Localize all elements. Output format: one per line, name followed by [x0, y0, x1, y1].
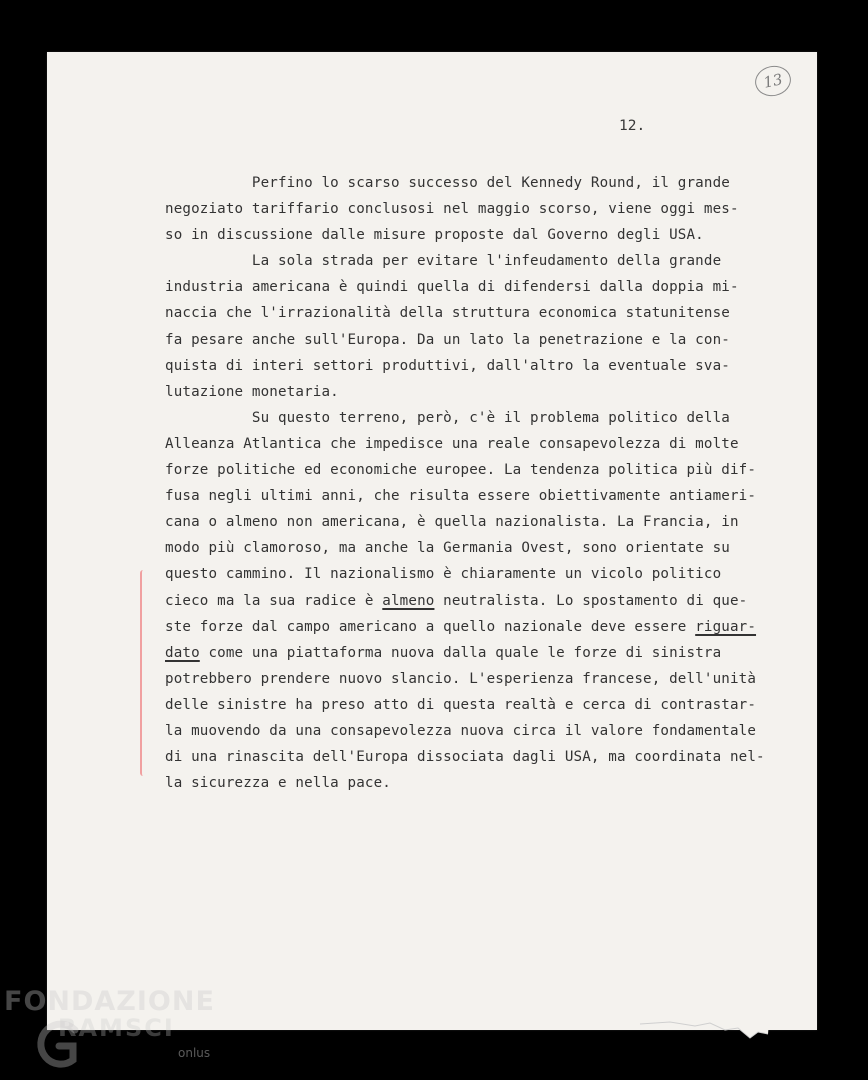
text-line — [165, 640, 805, 666]
text-line: Su questo terreno, però, c'è il problema politico della — [165, 409, 730, 426]
watermark-onlus: onlus — [178, 1046, 211, 1060]
document-page — [47, 52, 817, 1030]
text-segment: come una piattaforma nuova dalla quale le forze di sinistra — [199, 644, 722, 661]
text-line: di una rinascita dell'Europa dissociata dagli USA, ma coordinata nel- — [165, 749, 765, 766]
text-line: potrebbero prendere nuovo slancio. L'esperienza francese, dell'unità — [165, 670, 757, 687]
margin-highlight-mark — [140, 570, 146, 776]
underlined-word: dato — [165, 644, 200, 661]
text-line: lutazione monetaria. — [165, 383, 339, 400]
text-line: naccia che l'irrazionalità della struttura economica statunitense — [165, 305, 730, 322]
text-segment: neutralista. Lo spostamento di que- — [434, 592, 748, 609]
text-segment: cieco ma la sua radice è — [165, 592, 383, 609]
text-line: questo cammino. Il nazionalismo è chiaramente un vicolo politico — [165, 566, 722, 583]
text-segment: ste forze dal campo americano a quello nazionale deve essere — [165, 618, 696, 635]
torn-paper-edge — [600, 1010, 770, 1045]
text-line: modo più clamoroso, ma anche la Germania Ovest, sono orientate su — [165, 540, 730, 557]
text-line — [165, 588, 805, 614]
page-number: 12. — [619, 118, 646, 134]
text-line: delle sinistre ha preso atto di questa realtà e cerca di contrastar- — [165, 696, 757, 713]
text-line: la sicurezza e nella pace. — [165, 775, 391, 792]
watermark-gramsci: RAMSCI — [58, 1014, 175, 1042]
text-line — [165, 614, 805, 640]
archive-stamp: 13 — [752, 63, 793, 100]
underlined-word: riguar- — [695, 618, 757, 635]
text-line: fusa negli ultimi anni, che risulta essere obiettivamente antiameri- — [165, 488, 757, 505]
text-line: quista di interi settori produttivi, dall'altro la eventuale sva- — [165, 357, 730, 374]
text-line: Alleanza Atlantica che impedisce una reale consapevolezza di molte — [165, 435, 739, 452]
text-line: industria americana è quindi quella di difendersi dalla doppia mi- — [165, 279, 739, 296]
text-line: fa pesare anche sull'Europa. Da un lato la penetrazione e la con- — [165, 331, 730, 348]
text-line: forze politiche ed economiche europee. La tendenza politica più dif- — [165, 462, 757, 479]
text-line: la muovendo da una consapevolezza nuova circa il valore fondamentale — [165, 722, 757, 739]
text-line: cana o almeno non americana, è quella nazionalista. La Francia, in — [165, 514, 739, 531]
text-line: Perfino lo scarso successo del Kennedy Round, il grande — [165, 175, 730, 191]
text-line: negoziato tariffario conclusosi nel maggio scorso, viene oggi mes- — [165, 201, 739, 218]
watermark-foundation-name: FONDAZIONE — [4, 986, 215, 1017]
typed-body-text — [165, 170, 805, 796]
underlined-word: almeno — [382, 592, 435, 609]
text-line: La sola strada per evitare l'infeudamento della grande — [165, 253, 722, 270]
text-line: so in discussione dalle misure proposte dal Governo degli USA. — [165, 227, 704, 244]
